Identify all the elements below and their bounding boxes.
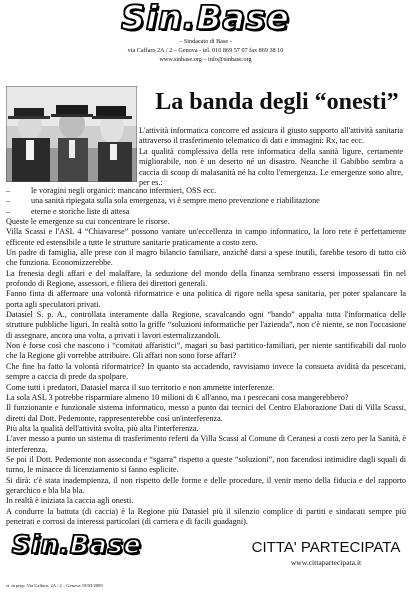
article-title: La banda degli “onesti” [155,89,399,115]
paragraph: Si dirà: c'è stata inadempienza, il non rispetto delle forme e delle procedure, il venir meno della fiducia e del rapporto gerarchico e bla bla bla. [6,475,406,495]
sinbase-logo-footer: Sin.Base [12,530,142,559]
photo-image [6,86,137,182]
paragraph: Fanno finta di affermare una volontà riformatrice e una politica di rigore nella spesa sanitaria, per poter spalancare la porta agli speculatori privati. [6,289,406,309]
citta-partecipata-title: CITTA' PARTECIPATA [251,539,401,556]
emergency-list [6,186,406,217]
paragraph: Villa Scassi e l'ASL 4 “Chiavarese” possono vantare un'eccellenza in campo informatico, la loro rete è perfettamente efficente ed estensibile a tutte le strutture sanitarie praticamente a costo zero. [6,227,406,247]
paragraph: La frenesia degli affari e del malaffare, la seduzione del mondo della finanza sembrano essersi impossessati fin nel profondo di Regione, assessori, e filiera dei direttori generali. [6,268,406,289]
paragraph: La sola ASL 3 potrebbe risparmiare almeno 10 milioni di € all'anno, ma i pescecani cosa mangerebbero? [6,392,349,402]
print-note: st. in prop. Via Caffaro, 2A / 2 – Genova 19/03/2009 [6,583,103,588]
article-body [6,217,406,527]
paragraph: Più alta la qualità dell'attività svolta, più alta l'interferenza. [6,423,199,433]
header-contacts: www.sinbase.org – info@sinbase.org [159,56,252,63]
header-line-1: – Sindacato di Base - [179,38,232,45]
paragraph: L'aver messo a punto un sistema di trasferimento referti da Villa Scassi al Comune di Ceranesi a costi zero per la Sanità, è interferenza. [6,434,406,454]
paragraph: Come tutti i predatori, Datasiel marca il suo territorio e non ammette interferenze. [6,382,275,392]
lead-paragraph: La qualità complessiva della rete informatica della sanità ligure, certamente migliorabile, non è un deserto né un disastro. Neanche il Gabibbo sembra a caccia di scoop di malasanità né ha colto l'emergenza. Le emergenze sono altre, per es.: [139,146,403,188]
list-item-text: una sanità ripiegata sulla sola emergenza, vi è sempre meno prevenzione e riabilitazione [31,196,320,206]
vintage-photo [6,86,137,182]
list-item: – una sanità ripiegata sulla sola emergenza, vi è sempre meno prevenzione e riabilitazione [6,196,320,206]
list-item: – le voragini negli organici: mancano infermieri, OSS ecc. [6,186,217,195]
list-item: – eterne e storiche liste di attesa [6,206,130,216]
lead-paragraph: L'attività informatica concorre ed assicura il giusto supporto all'attività sanitaria attraverso il trasferimento telematico di dati e immagini: Rx, tac ecc. [139,126,403,146]
sinbase-logo: Sin.Base [121,0,290,37]
paragraph: Se poi il Dott. Pedemonte non asseconda e “sgarra” rispetto a queste “soluzioni”, non facendosi intimidire dagli squali di turno, le minacce di licenziamento si fanno esplicite. [6,454,406,475]
paragraph: Queste le emergenze su cui concentrare le risorse. [6,217,170,226]
paragraph: Che fine ha fatto la volontà riformatrice? In quanto sta accadendo, ravvisiamo invece la consueta avidità da pescecani, sempre a caccia di prede da spolpare. [6,361,406,382]
header-address: via Caffaro 2A / 2 – Genova - tel. 010 869 57 07 fax 869 38 10 [127,47,284,54]
list-item-text: le voragini negli organici: mancano infermieri, OSS ecc. [31,186,217,195]
paragraph: Un padre di famiglia, alle prese con il magro bilancio familiare, anziché darsi a spese inutili, farebbe tesoro di tutto ciò che funziona. Economizzerebbe. [6,248,406,268]
paragraph: Il funzionante e funzionale sistema informatico, messo a punto dai tecnici del Centro Elaborazione Dati di Villa Scassi, diretti dal Dott. Pedemonte, rappresenterebbe così un'interferenza. [6,403,406,423]
article-lead [139,126,403,188]
list-item-text: eterne e storiche liste di attesa [31,206,130,216]
paragraph: A condurre la battuta (di caccia) è la Regione più Datasiel più il silenzio complice di partiti e sindacati sempre più penetrati e corrosi da interessi particolari (di carriera e di facili guadagni). [6,506,406,526]
union-header [60,37,351,64]
citta-partecipata-url[interactable]: www.cittapartecipata.it [290,558,362,567]
paragraph: In realtà è iniziata la caccia agli onesti. [6,496,134,506]
paragraph: Non è forse così che nascono i “comitati affaristici”, magari su basi partitico-familiari, per niente santificabili dal ruolo che la Regione gli vorrebbe attribuire. Gli affari non sono forse affari? [6,341,406,361]
paragraph: Datasiel S. p. A., controllata interamente dalla Regione, scavalcando ogni “bando” appalta tutta l'informatica delle strutture pubbliche liguri. In realtà sotto la griffe “soluzioni informatiche per l'azienda”, non c'è niente, se non l'occasione di assegnare, ancora una volta, a privati i lavori esternalizzandoli. [6,310,406,340]
